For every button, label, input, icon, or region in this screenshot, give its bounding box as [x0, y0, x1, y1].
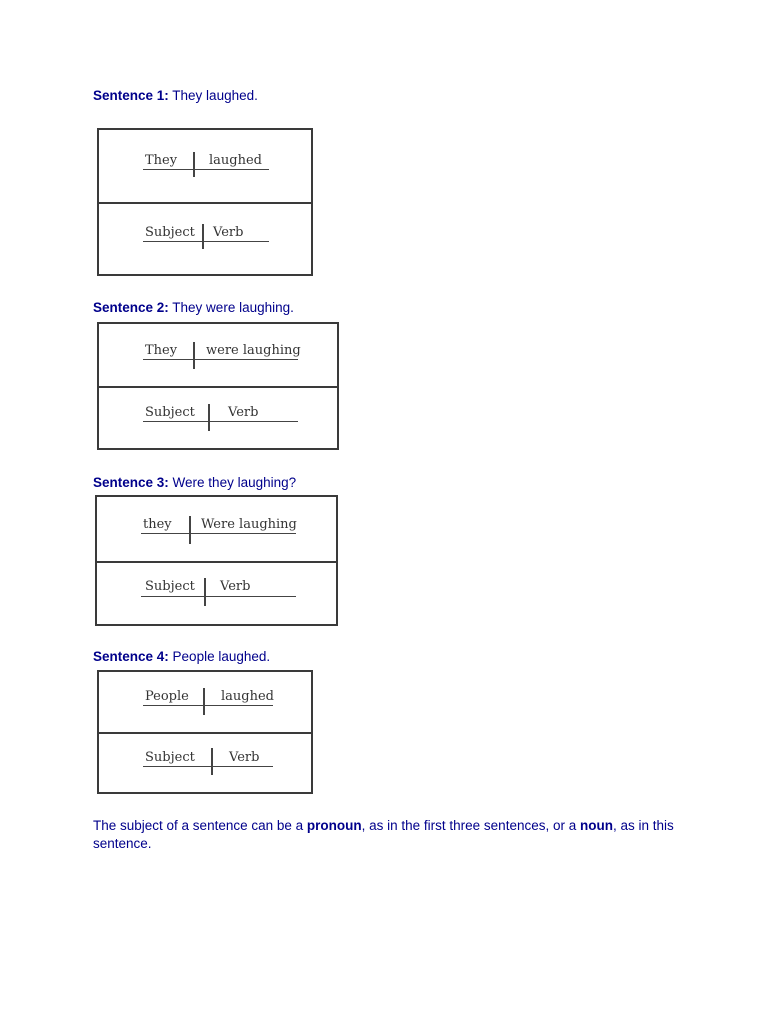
diagram-3-top-divider	[189, 516, 191, 544]
sentence-1-heading	[93, 88, 258, 104]
noun-term: noun	[580, 818, 613, 833]
diagram-3-verb-label: Verb	[220, 579, 251, 594]
diagram-1-row-divider	[99, 202, 311, 204]
sentence-3-text: Were they laughing?	[172, 475, 297, 490]
diagram-4-bottom-divider	[211, 748, 213, 775]
diagram-2-subject: They	[145, 343, 178, 358]
diagram-1-subject-label: Subject	[145, 225, 195, 240]
diagram-4-top-baseline	[143, 705, 273, 706]
sentence-1-diagram	[97, 128, 313, 276]
diagram-3-subject: they	[143, 517, 172, 532]
diagram-1-bottom-baseline	[143, 241, 269, 242]
diagram-1-bottom-divider	[202, 224, 204, 249]
diagram-1-verb-label: Verb	[213, 225, 244, 240]
sentence-2-diagram	[97, 322, 339, 450]
diagram-3-predicate: Were laughing	[201, 517, 297, 532]
diagram-4-row-divider	[99, 732, 311, 734]
diagram-2-predicate: were laughing	[206, 343, 301, 358]
sentence-1-label: Sentence 1:	[93, 88, 169, 103]
diagram-4-verb-label: Verb	[229, 750, 260, 765]
sentence-4-text: People laughed.	[172, 649, 271, 664]
sentence-2-heading	[93, 300, 294, 316]
diagram-2-top-divider	[193, 342, 195, 369]
diagram-1-subject: They	[145, 153, 178, 168]
sentence-2-label: Sentence 2:	[93, 300, 169, 315]
diagram-4-top-divider	[203, 688, 205, 715]
explanation-part-3: , as in this sentence.	[93, 818, 674, 851]
diagram-1-top-baseline	[143, 169, 269, 170]
sentence-2-text: They were laughing.	[172, 300, 294, 315]
explanation-paragraph	[93, 817, 693, 853]
diagram-4-subject: People	[145, 689, 189, 704]
sentence-3-label: Sentence 3:	[93, 475, 169, 490]
diagram-1-predicate: laughed	[209, 153, 262, 168]
sentence-4-diagram	[97, 670, 313, 794]
diagram-4-bottom-baseline	[143, 766, 273, 767]
diagram-2-row-divider	[99, 386, 337, 388]
pronoun-term: pronoun	[306, 818, 362, 833]
diagram-3-bottom-divider	[204, 578, 206, 606]
diagram-2-bottom-baseline	[143, 421, 298, 422]
diagram-2-verb-label: Verb	[228, 405, 259, 420]
explanation-part-2: , as in the first three sentences, or a	[361, 818, 580, 833]
diagram-4-subject-label: Subject	[145, 750, 195, 765]
diagram-3-bottom-baseline	[141, 596, 296, 597]
diagram-4-predicate: laughed	[221, 689, 274, 704]
explanation-part-1: The subject of a sentence can be a	[93, 818, 307, 833]
diagram-2-top-baseline	[143, 359, 298, 360]
sentence-3-diagram	[95, 495, 338, 626]
diagram-2-subject-label: Subject	[145, 405, 195, 420]
sentence-4-label: Sentence 4:	[93, 649, 169, 664]
diagram-3-top-baseline	[141, 533, 296, 534]
sentence-3-heading	[93, 475, 296, 491]
diagram-3-subject-label: Subject	[145, 579, 195, 594]
diagram-1-top-divider	[193, 152, 195, 177]
diagram-3-row-divider	[97, 561, 336, 563]
diagram-2-bottom-divider	[208, 404, 210, 431]
sentence-1-text: They laughed.	[172, 88, 258, 103]
sentence-4-heading	[93, 649, 270, 665]
